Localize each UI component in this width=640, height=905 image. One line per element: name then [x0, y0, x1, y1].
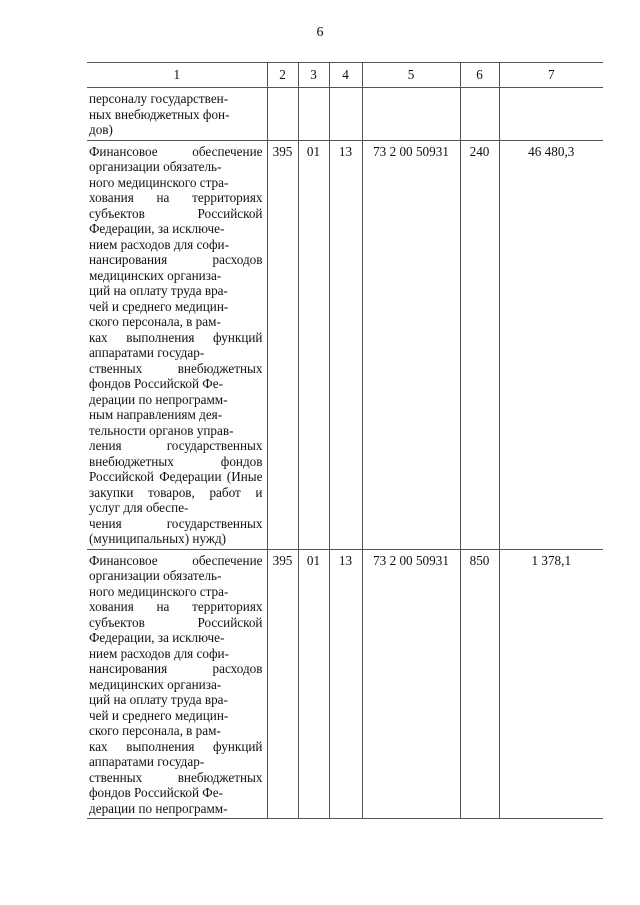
column-header: 2 — [267, 63, 298, 88]
expense-type-code: 850 — [460, 549, 499, 819]
column-header: 1 — [87, 63, 267, 88]
target-article-code — [362, 88, 460, 141]
section-code — [298, 88, 329, 141]
row-description-cell — [87, 140, 267, 549]
row-description: Финансовое обеспечение организации обязатель- ного медицинского стра- хования на территориях субъектов Российской Федерации, за исключе- нием расходов для софи- нансирования расходов медицинских организа- ций на оплату труда вра- чей и среднего медицин- ского персонала, в рам- ках выполнения функций аппаратами государ- ственных внебюджетных фондов Российской Фе- дерации по непрограмм- ным направлениям дея- тельности органов управ- ления государственных внебюджетных фондов Российской Федерации (Иные закупки товаров, работ и услуг для обеспе- чения государственных (муниципальных) нужд) — [89, 143, 263, 546]
column-header: 6 — [460, 63, 499, 88]
amount-value: 1 378,1 — [499, 549, 603, 819]
row-description: персоналу государствен- ных внебюджетных фон- дов) — [89, 91, 230, 137]
column-header: 5 — [362, 63, 460, 88]
table-row — [87, 140, 603, 549]
subsection-code — [329, 88, 362, 141]
expense-type-code: 240 — [460, 140, 499, 549]
amount-value — [499, 88, 603, 141]
ministry-code: 395 — [267, 140, 298, 549]
budget-table — [87, 62, 603, 819]
expense-type-code — [460, 88, 499, 141]
subsection-code: 13 — [329, 549, 362, 819]
column-header: 4 — [329, 63, 362, 88]
table-row — [87, 549, 603, 819]
section-code: 01 — [298, 549, 329, 819]
ministry-code — [267, 88, 298, 141]
section-code: 01 — [298, 140, 329, 549]
ministry-code: 395 — [267, 549, 298, 819]
target-article-code: 73 2 00 50931 — [362, 549, 460, 819]
row-description-cell — [87, 549, 267, 819]
table-header-row — [87, 63, 603, 88]
column-header: 7 — [499, 63, 603, 88]
target-article-code: 73 2 00 50931 — [362, 140, 460, 549]
table-row — [87, 88, 603, 141]
row-description-cell — [87, 88, 267, 141]
subsection-code: 13 — [329, 140, 362, 549]
page-number: 6 — [316, 25, 324, 40]
row-description: Финансовое обеспечение организации обязатель- ного медицинского стра- хования на территориях субъектов Российской Федерации, за исключе- нием расходов для софи- нансирования расходов медицинских организа- ций на оплату труда вра- чей и среднего медицин- ского персонала, в рам- ках выполнения функций аппаратами государ- ственных внебюджетных фондов Российской Фе- дерации по непрограмм- — [89, 552, 263, 816]
column-header: 3 — [298, 63, 329, 88]
amount-value: 46 480,3 — [499, 140, 603, 549]
